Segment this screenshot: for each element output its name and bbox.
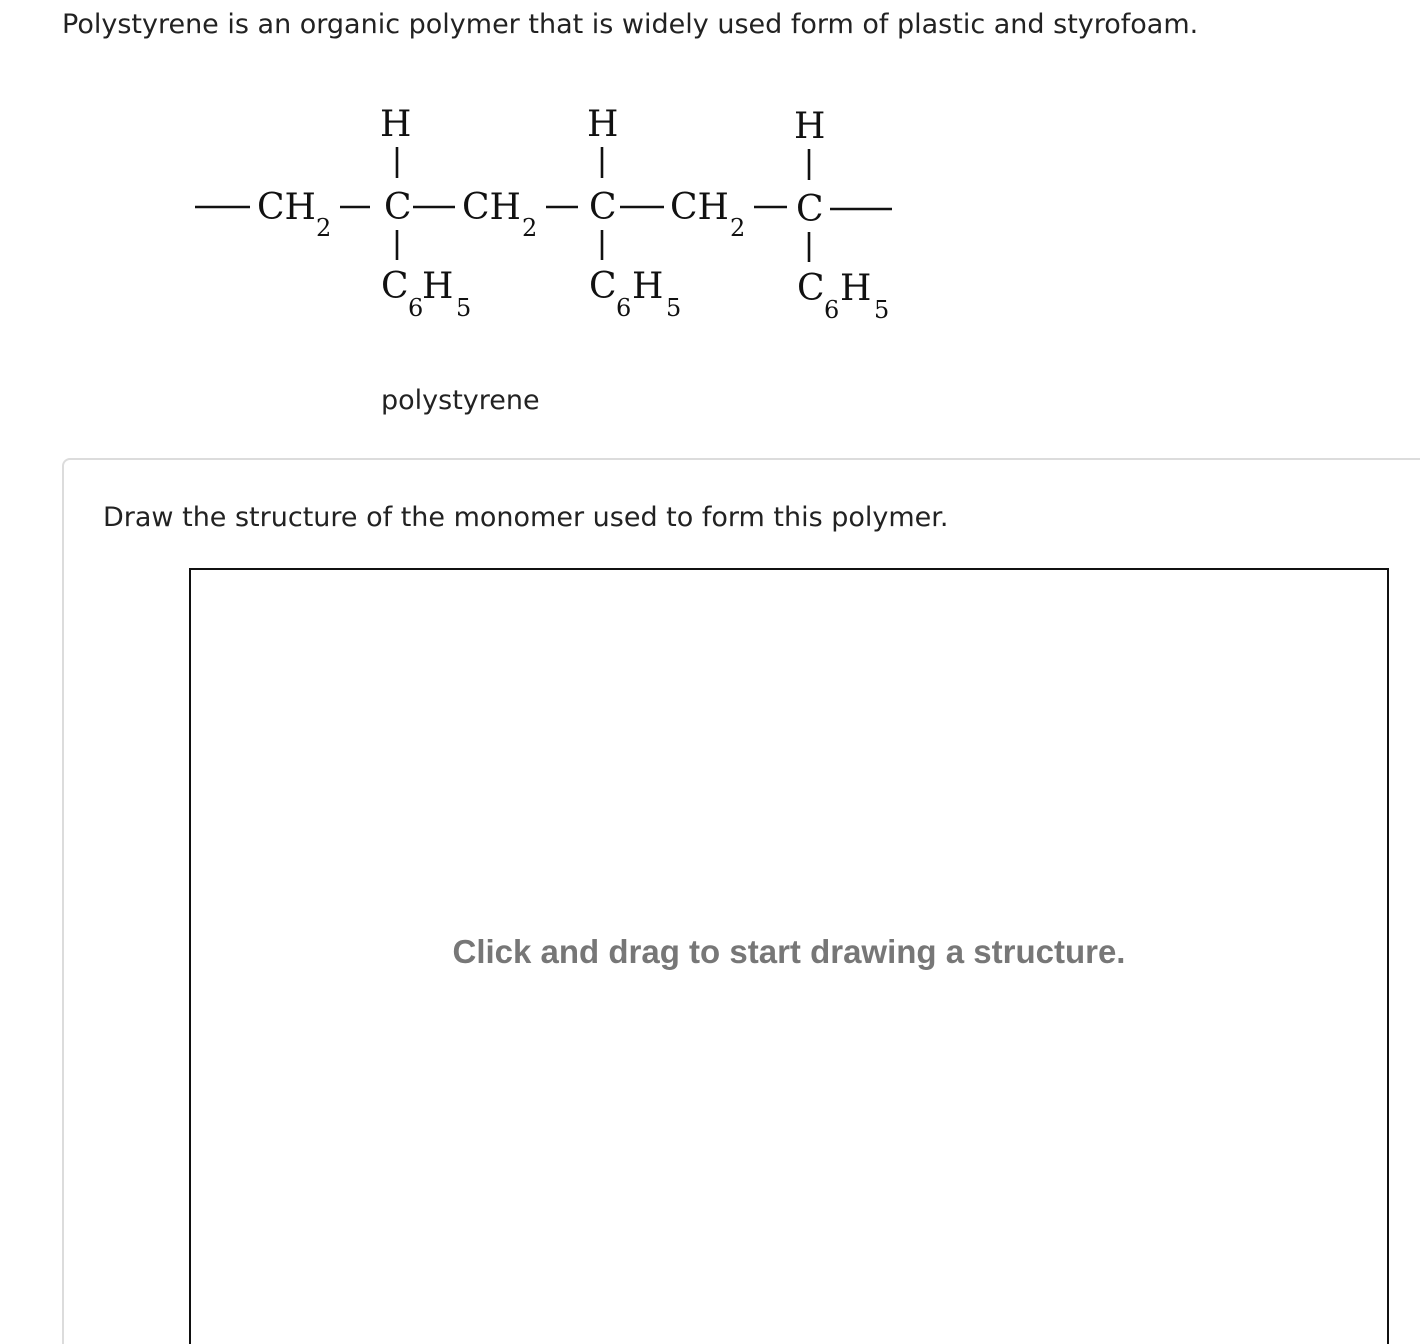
hydrogen-2: H — [587, 104, 619, 145]
intro-text: Polystyrene is an organic polymer that is widely used form of plastic and styrofoam. — [62, 9, 1199, 40]
phenyl-c-2: C — [589, 266, 617, 307]
phenyl-c-3: C — [797, 268, 825, 309]
ch2-group-1: CH — [257, 187, 316, 228]
polystyrene-structure — [0, 90, 1000, 340]
canvas-hint: Click and drag to start drawing a structure. — [452, 933, 1126, 970]
question-prompt: Draw the structure of the monomer used to form this polymer. — [103, 502, 949, 533]
phenyl-h-2: H — [632, 266, 664, 307]
structure-caption: polystyrene — [381, 385, 540, 416]
hydrogen-1: H — [380, 104, 412, 145]
phenyl-h-3: H — [840, 268, 872, 309]
drawing-canvas[interactable] — [189, 568, 1389, 1344]
phenyl-c-1: C — [381, 266, 409, 307]
ch2-subscript-1: 2 — [316, 214, 332, 242]
ch2-subscript-2: 2 — [522, 214, 538, 242]
backbone-carbon-2: C — [589, 187, 617, 228]
phenyl-c-sub-1: 6 — [408, 294, 424, 322]
ch2-group-3: CH — [670, 187, 729, 228]
phenyl-h-1: H — [422, 266, 454, 307]
hydrogen-3: H — [794, 106, 826, 147]
phenyl-h-sub-1: 5 — [456, 294, 472, 322]
phenyl-h-sub-2: 5 — [666, 294, 682, 322]
ch2-group-2: CH — [462, 187, 521, 228]
backbone-carbon-3: C — [796, 189, 824, 230]
phenyl-h-sub-3: 5 — [874, 296, 890, 324]
phenyl-c-sub-2: 6 — [616, 294, 632, 322]
backbone-carbon-1: C — [384, 187, 412, 228]
phenyl-c-sub-3: 6 — [824, 296, 840, 324]
ch2-subscript-3: 2 — [730, 214, 746, 242]
